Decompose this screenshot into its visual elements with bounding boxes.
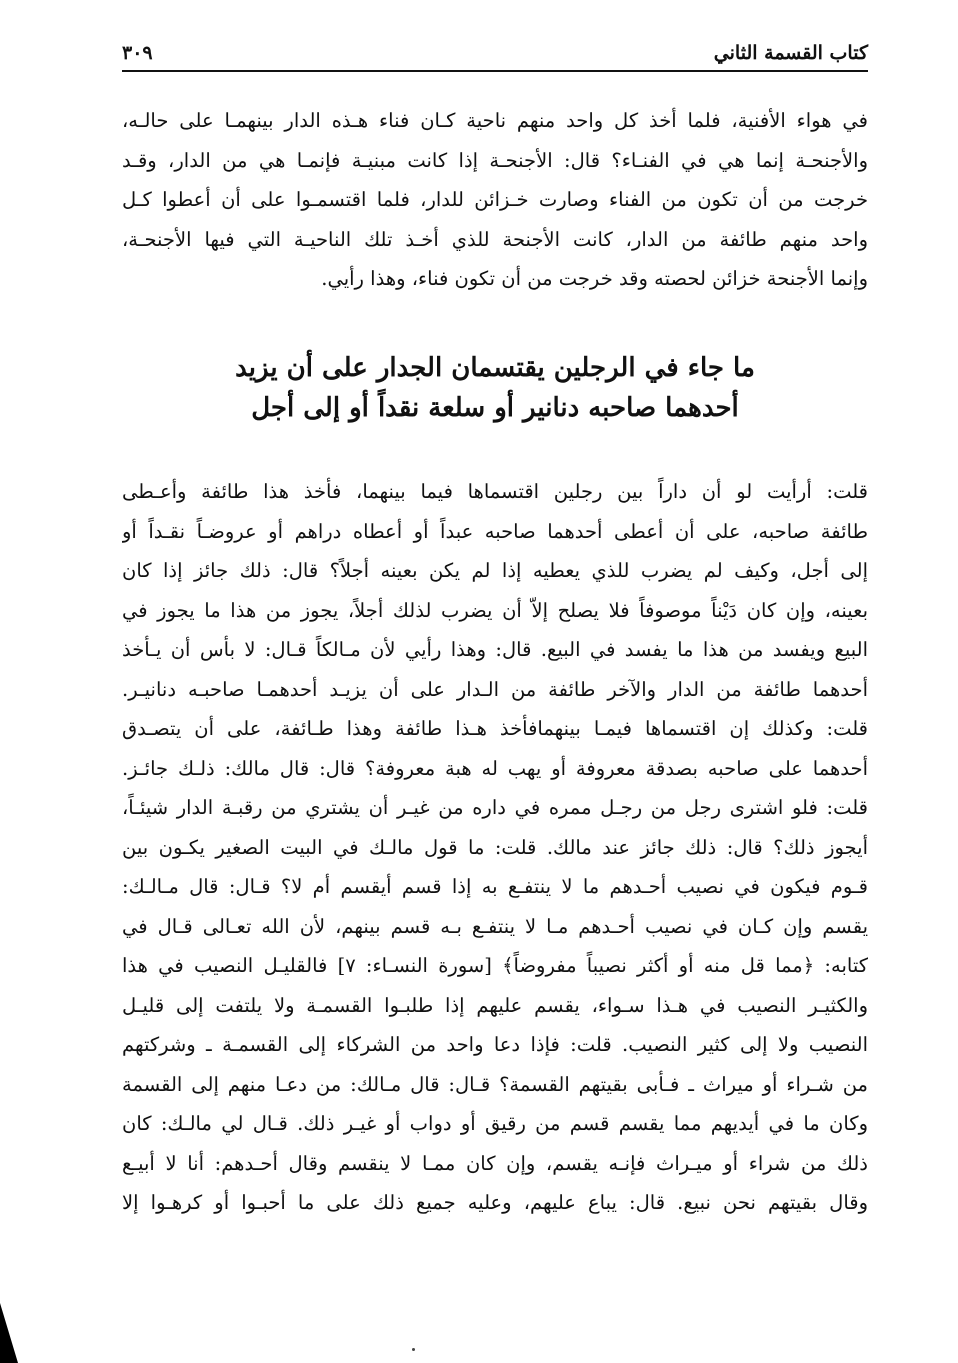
text-line: إلى أجل، وكيف لم يضرب للذي يعطيه إذا لم يكن بعينه أجلاً؟ قال: ذلك جائز إذا كان bbox=[122, 559, 868, 582]
text-line: طائفة صاحبه، على أن أعطى أحدهما صاحبه عبداً أو أعطاه دراهم أو عروضـاً نقـداً أو bbox=[122, 519, 868, 543]
section-heading bbox=[122, 348, 868, 428]
text-line: وإنما الأجنحة خزائن لحصته وقد خرجت من أن تكون فناء، وهذا رأيي. bbox=[321, 267, 868, 290]
text-line: أيجوز ذلك؟ قال: ذلك جائز عند مالك. قلت: ما قول مالـك في البيت الصغير يكـون بين bbox=[122, 835, 868, 859]
text-line: في هواء الأفنية، فلما أخذ كل واحد منهم ناحية كـان فناء هـذه الدار بينهمـا على حالـه، bbox=[122, 109, 868, 132]
opening-paragraph bbox=[122, 101, 868, 299]
scan-artifact-dot bbox=[412, 1348, 415, 1351]
text-line: أحدهما طائفة من الدار والآخر طائفة من الـدار على أن يزيـد أحدهمـا صاحبـه دنانيـر. bbox=[122, 677, 868, 701]
main-paragraph bbox=[122, 472, 868, 1223]
running-title: كتاب القسمة الثاني bbox=[713, 42, 868, 64]
section-heading-line-2: أحدهما صاحبه دنانير أو سلعة نقداً أو إلى أجل bbox=[251, 393, 739, 423]
page-header bbox=[122, 40, 868, 72]
section-heading-line-1: ما جاء في الرجلين يقتسمان الجدار على أن يزيد bbox=[235, 353, 755, 383]
text-line: قـوم فيكون في نصيب أحـدهم ما لا ينتفـع به إذا قسم أيقسم أم لا؟ قـال: قال مـالـك: bbox=[122, 875, 868, 898]
page-number: ٣٠٩ bbox=[122, 42, 153, 64]
text-line: أحدهما على صاحبه بصدقة معروفة أو يهب له هبة معروفة؟ قال: قال مالك: ذلـك جائـز. bbox=[122, 756, 868, 780]
text-line: قلت: وكذلك إن اقتسماها فيمـا بينهمافأخذ هـذا طائفة وهذا طـائفة، على أن يتصـدق bbox=[122, 717, 868, 740]
text-line: وكان ما في أيديهم مما يقسم قسم من رقيق أو دواب أو غيـر ذلك. قـال لي مالـك: كان bbox=[122, 1112, 868, 1135]
text-line: بعينه، وإن كان دَيْناً موصوفاً فلا يصلح إلاّ أن يضرب لذلك أجلاً، يجوز من هذا ما يجوز في bbox=[122, 598, 868, 622]
text-line: والكثيـر النصيب في هـذا سـواء، يقسم عليهم إذا طلبـوا القسمـة ولا يلتفت إلى قليـل bbox=[122, 993, 868, 1017]
scan-corner-mark bbox=[0, 1303, 18, 1363]
text-line: البيع ويفسد من هذا ما يفسد في البيع. قال: وهذا رأيي لأن مـالكاً قـال: لا بأس أن يـأخذ bbox=[122, 638, 868, 661]
text-line: قلت: أرأيت لو أن داراً بين رجلين اقتسماها فيما بينهما، فأخذ هذا طائفة وأعـطى bbox=[122, 480, 868, 503]
text-line: من شـراء أو ميراث ـ فـأبى بقيتهم القسمة؟ قـال: قال مـالك: من دعـا منهم إلى القسمة bbox=[122, 1072, 868, 1096]
text-line: قلت: فلو اشترى رجل من رجـل ممره في داره من غيـر أن يشتري من رقبـة الدار شيئـاً، bbox=[122, 796, 868, 819]
text-line: ذلك من شراء أو ميـراث فإنـه يقسم، وإن كان ممـا لا ينقسم وقال أحـدهم: أنا لا أبيـع bbox=[122, 1151, 868, 1175]
text-line: والأجنحـة إنما هي في الفنـاء؟ قال: الأجنحـة إذا كانت مبنيـة فإنمـا هي من الدار، وقـد bbox=[122, 148, 868, 172]
text-line: كتابه: ﴿مما قل منه أو أكثر نصيباً مفروضاً﴾ [سورة النسـاء: ٧] فالقليـل النصيب في هذا bbox=[122, 954, 868, 977]
text-line: يقسم وإن كـان في نصيب أحـدهم مـا لا ينتفـع بـه قسم بينهم، لأن الله تعـالى قـال في bbox=[122, 914, 868, 938]
text-line: خرجت من أن تكون من الفناء وصارت خـزائن للدار، فلما اقتسمـوا على أن أعطوا كـل bbox=[122, 188, 868, 211]
text-line: واحد منهم طائفة من الدار، كانت الأجنحة للذي أخـذ تلك الناحيـة التي فيها الأجنحـة، bbox=[122, 227, 868, 251]
text-line: وقال بقيتهم نحن نبيع. قال: يباع عليهم، وعليه جميع ذلك على ما أحبـوا أو كرهـوا إلا bbox=[122, 1191, 868, 1214]
text-line: النصيب ولا إلى كثير النصيب. قلت: فإذا دعا واحد من الشركاء إلى القسمـة ـ وشركتهم bbox=[122, 1033, 868, 1056]
